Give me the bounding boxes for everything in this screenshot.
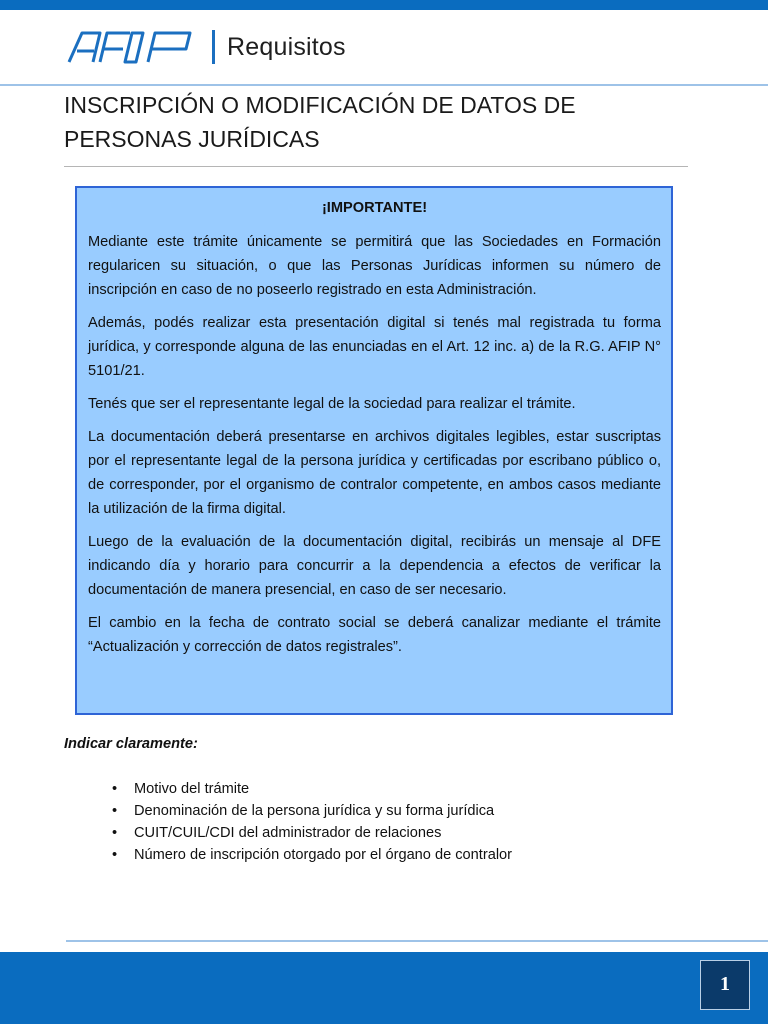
header-rule <box>0 84 768 86</box>
document-title: INSCRIPCIÓN O MODIFICACIÓN DE DATOS DE PERSONAS JURÍDICAS <box>64 92 576 152</box>
list-item-text: Motivo del trámite <box>134 781 250 797</box>
list-item <box>108 778 512 800</box>
top-brand-bar <box>0 0 768 10</box>
notice-heading: ¡IMPORTANTE! <box>321 200 428 216</box>
notice-paragraph: Mediante este trámite únicamente se permitirá que las Sociedades en Formación regularicen su situación, o que las Personas Jurídicas informen su número de inscripción en caso de no poseerlo registrado en esta Administración. <box>88 234 661 298</box>
page-header <box>66 28 346 66</box>
list-item-text: CUIT/CUIL/CDI del administrador de relaciones <box>134 825 442 841</box>
afip-logo <box>66 29 200 65</box>
notice-paragraph: Luego de la evaluación de la documentación digital, recibirás un mensaje al DFE indicando día y horario para concurrir a la dependencia a efectos de verificar la documentación de manera presencial, en caso de ser necesario. <box>88 534 661 598</box>
header-divider <box>212 30 215 64</box>
notice-paragraph: Además, podés realizar esta presentación digital si tenés mal registrada tu forma jurídica, y corresponde alguna de las enunciadas en el Art. 12 inc. a) de la R.G. AFIP N° 5101/21. <box>88 315 661 379</box>
notice-paragraph: Tenés que ser el representante legal de la sociedad para realizar el trámite. <box>88 396 576 412</box>
bullet-icon: • <box>112 803 118 819</box>
list-item <box>108 800 512 822</box>
footer-rule <box>66 940 768 942</box>
bullet-icon: • <box>112 781 118 797</box>
bullet-icon: • <box>112 847 118 863</box>
important-notice-box <box>75 186 673 715</box>
list-item <box>108 822 512 844</box>
list-item <box>108 844 512 866</box>
notice-paragraph: La documentación deberá presentarse en archivos digitales legibles, estar suscriptas por el representante legal de la persona jurídica y certificadas por escribano público o, de corresponder, por el organismo de contralor competente, en ambos casos mediante la utilización de la firma digital. <box>88 429 661 517</box>
requirements-list <box>108 778 512 866</box>
page-number: 1 <box>700 960 750 1010</box>
footer-brand-bar <box>0 952 768 1024</box>
list-item-text: Número de inscripción otorgado por el órgano de contralor <box>134 847 513 863</box>
bullet-icon: • <box>112 825 118 841</box>
requirements-label: Indicar claramente: <box>64 736 198 752</box>
header-title: Requisitos <box>227 32 346 61</box>
notice-paragraph: El cambio en la fecha de contrato social se deberá canalizar mediante el trámite “Actualización y corrección de datos registrales”. <box>88 615 661 655</box>
title-rule <box>64 166 688 167</box>
list-item-text: Denominación de la persona jurídica y su forma jurídica <box>134 803 495 819</box>
